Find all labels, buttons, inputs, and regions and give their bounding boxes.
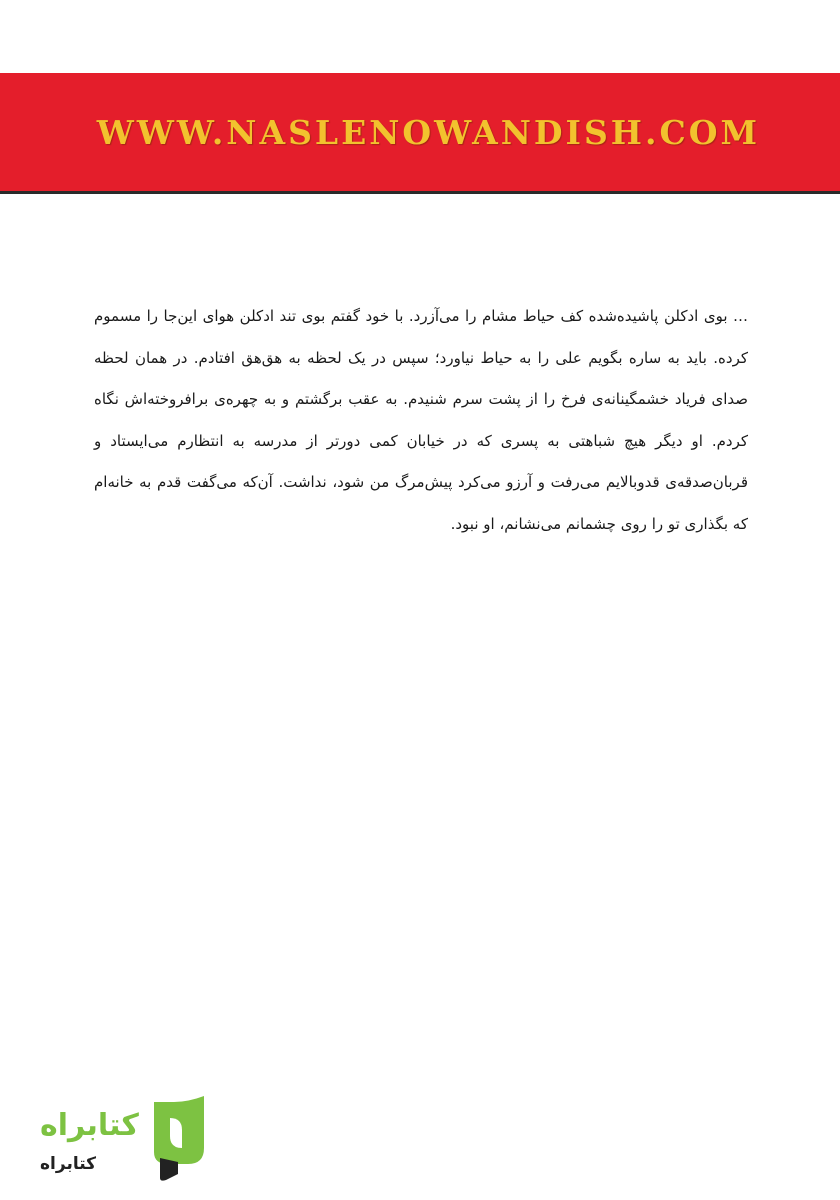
book-leaf-icon <box>148 1092 210 1182</box>
header-banner <box>0 73 840 194</box>
story-paragraph: … بوی ادکلن پاشیده‌شده کف حیاط مشام را می‌آزرد. با خود گفتم بوی تند ادکلن هوای این‌جا را مسموم کرده. باید به ساره بگویم علی را به حیاط نیاورد؛ سپس در یک لحظه به هق‌هق افتادم. در همان لحظه صدای فریاد خشمگینانه‌ی فرخ را از پشت سرم شنیدم. به عقب برگشتم و به چهره‌ی برافروخته‌اش نگاه کردم. او دیگر هیچ شباهتی به پسری که در خیابان کمی دورتر از مدرسه به انتظارم می‌ایستاد و قربان‌صدقه‌ی قدوبالایم می‌رفت و آرزو می‌کرد پیش‌مرگ من شود، نداشت. آن‌که می‌گفت قدم به خانه‌ام که بگذاری تو را روی چشمانم می‌نشانم، او نبود. <box>94 307 748 533</box>
website-url: WWW.NASLENOWANDISH.COM <box>96 113 760 152</box>
logo-wordmark: کتابراه <box>40 1108 139 1143</box>
ketabrah-logo <box>40 1090 220 1185</box>
logo-wordmark-small: کتابراه <box>40 1154 97 1174</box>
